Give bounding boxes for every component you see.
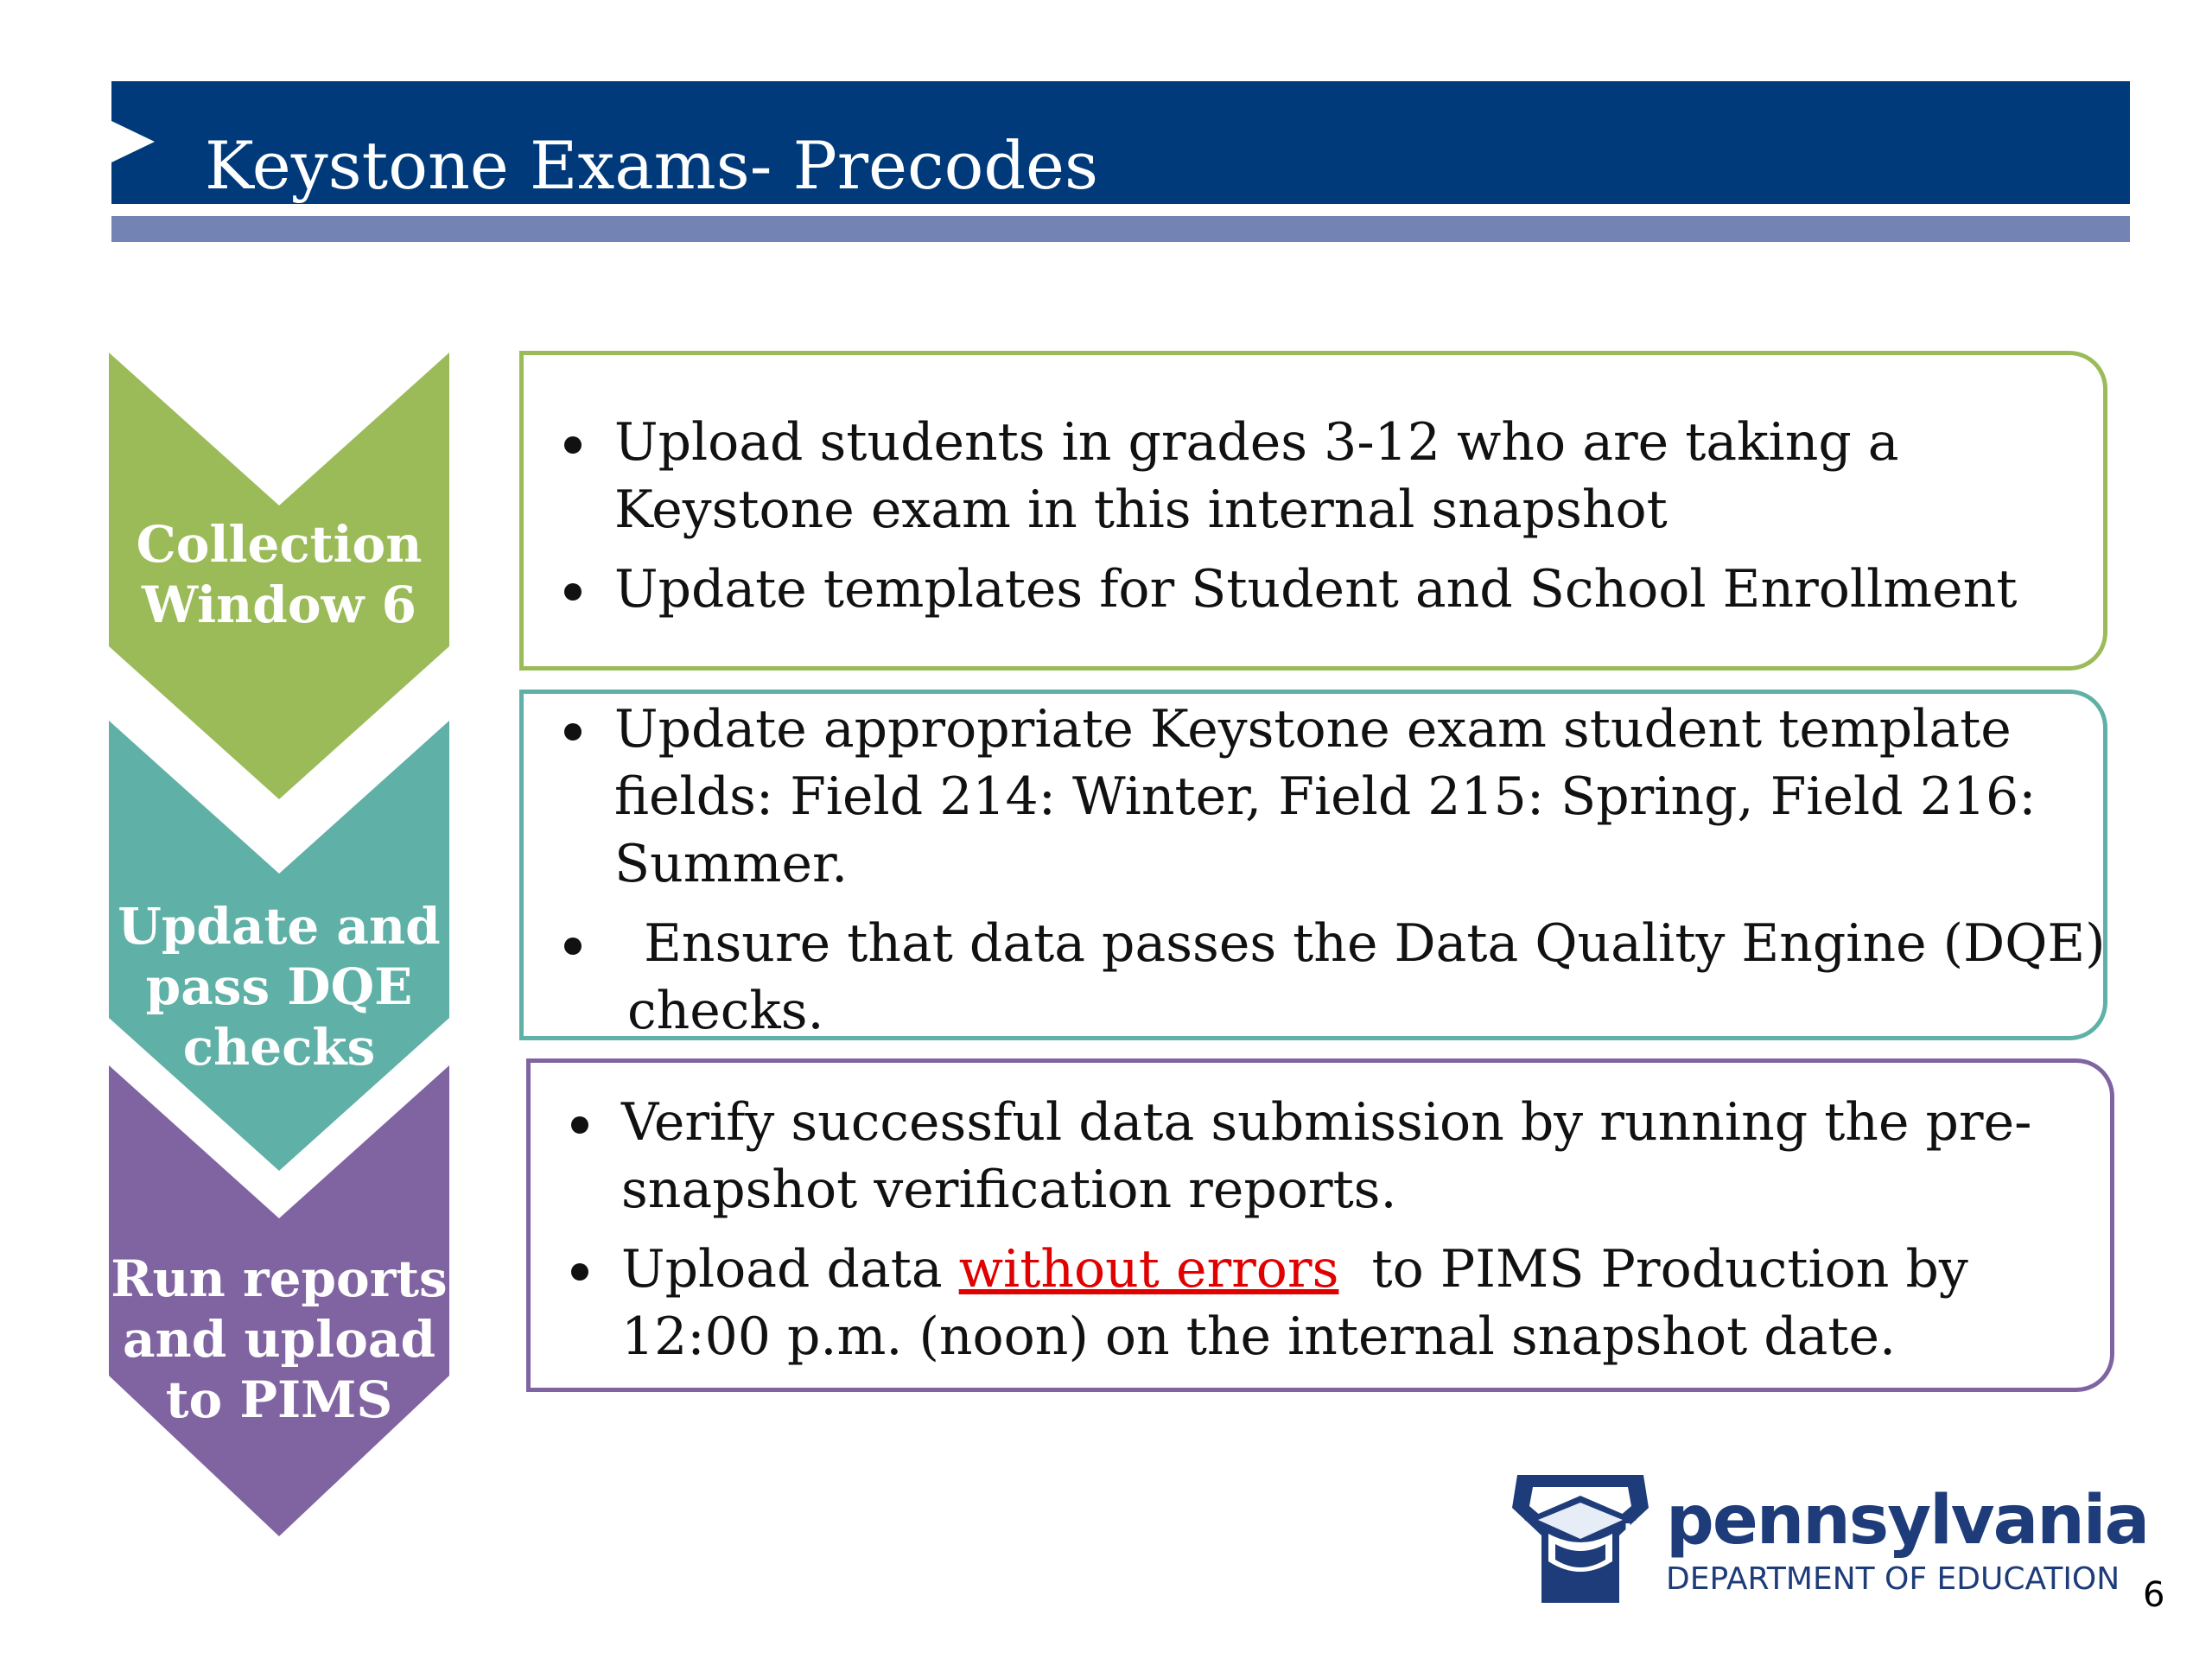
chevron-label-line: to PIMS <box>165 1370 393 1429</box>
chevron-label-step-3 <box>109 1249 449 1430</box>
step-1-details-box <box>519 351 2107 671</box>
bullet-item: Update templates for Student and School Enrollment <box>524 556 2103 623</box>
logo-wordmark: pennsylvania <box>1666 1482 2149 1560</box>
without-errors-link[interactable]: without errors <box>958 1239 1339 1300</box>
chevron-label-line: checks <box>182 1018 376 1077</box>
bullet-item: Upload students in grades 3-12 who are taking a Keystone exam in this internal snapshot <box>524 409 2103 543</box>
chevron-label-line: Window 6 <box>141 575 417 634</box>
step-3-details-box <box>526 1058 2114 1392</box>
slide-title: Keystone Exams- Precodes <box>205 127 1098 204</box>
step-2-details-box <box>519 690 2107 1040</box>
step-2-bullets <box>524 696 2106 1045</box>
chevron-label-line: and upload <box>122 1310 436 1369</box>
chevron-label-step-1 <box>109 514 449 635</box>
chevron-label-step-2 <box>109 896 449 1077</box>
chevron-label-line: pass DQE <box>145 957 413 1016</box>
upload-text-line2: 12:00 p.m. (noon) on the internal snapshot date. <box>621 1306 1897 1367</box>
upload-text-before: Upload data <box>621 1239 959 1300</box>
bullet-item: Verify successful data submission by running the pre- snapshot verification reports. <box>531 1089 2110 1224</box>
bullet-item: Update appropriate Keystone exam student template fields: Field 214: Winter, Field 215: Spring, Field 216: Summer. <box>524 696 2103 898</box>
upload-text-after: to PIMS Production by <box>1338 1239 1968 1300</box>
step-1-bullets <box>524 409 2103 623</box>
bullet-item-upload <box>531 1236 2110 1370</box>
bullet-item: Ensure that data passes the Data Quality Engine (DQE) checks. <box>524 910 2103 1045</box>
chevron-label-line: Update and <box>118 897 441 956</box>
keystone-graduation-cap-icon <box>1507 1466 1654 1615</box>
step-3-bullets <box>531 1089 2110 1370</box>
chevron-label-line: Run reports <box>111 1249 448 1308</box>
logo-subtitle: DEPARTMENT OF EDUCATION <box>1666 1561 2120 1597</box>
chevron-label-line: Collection <box>136 515 423 574</box>
page-number: 6 <box>2143 1575 2165 1615</box>
